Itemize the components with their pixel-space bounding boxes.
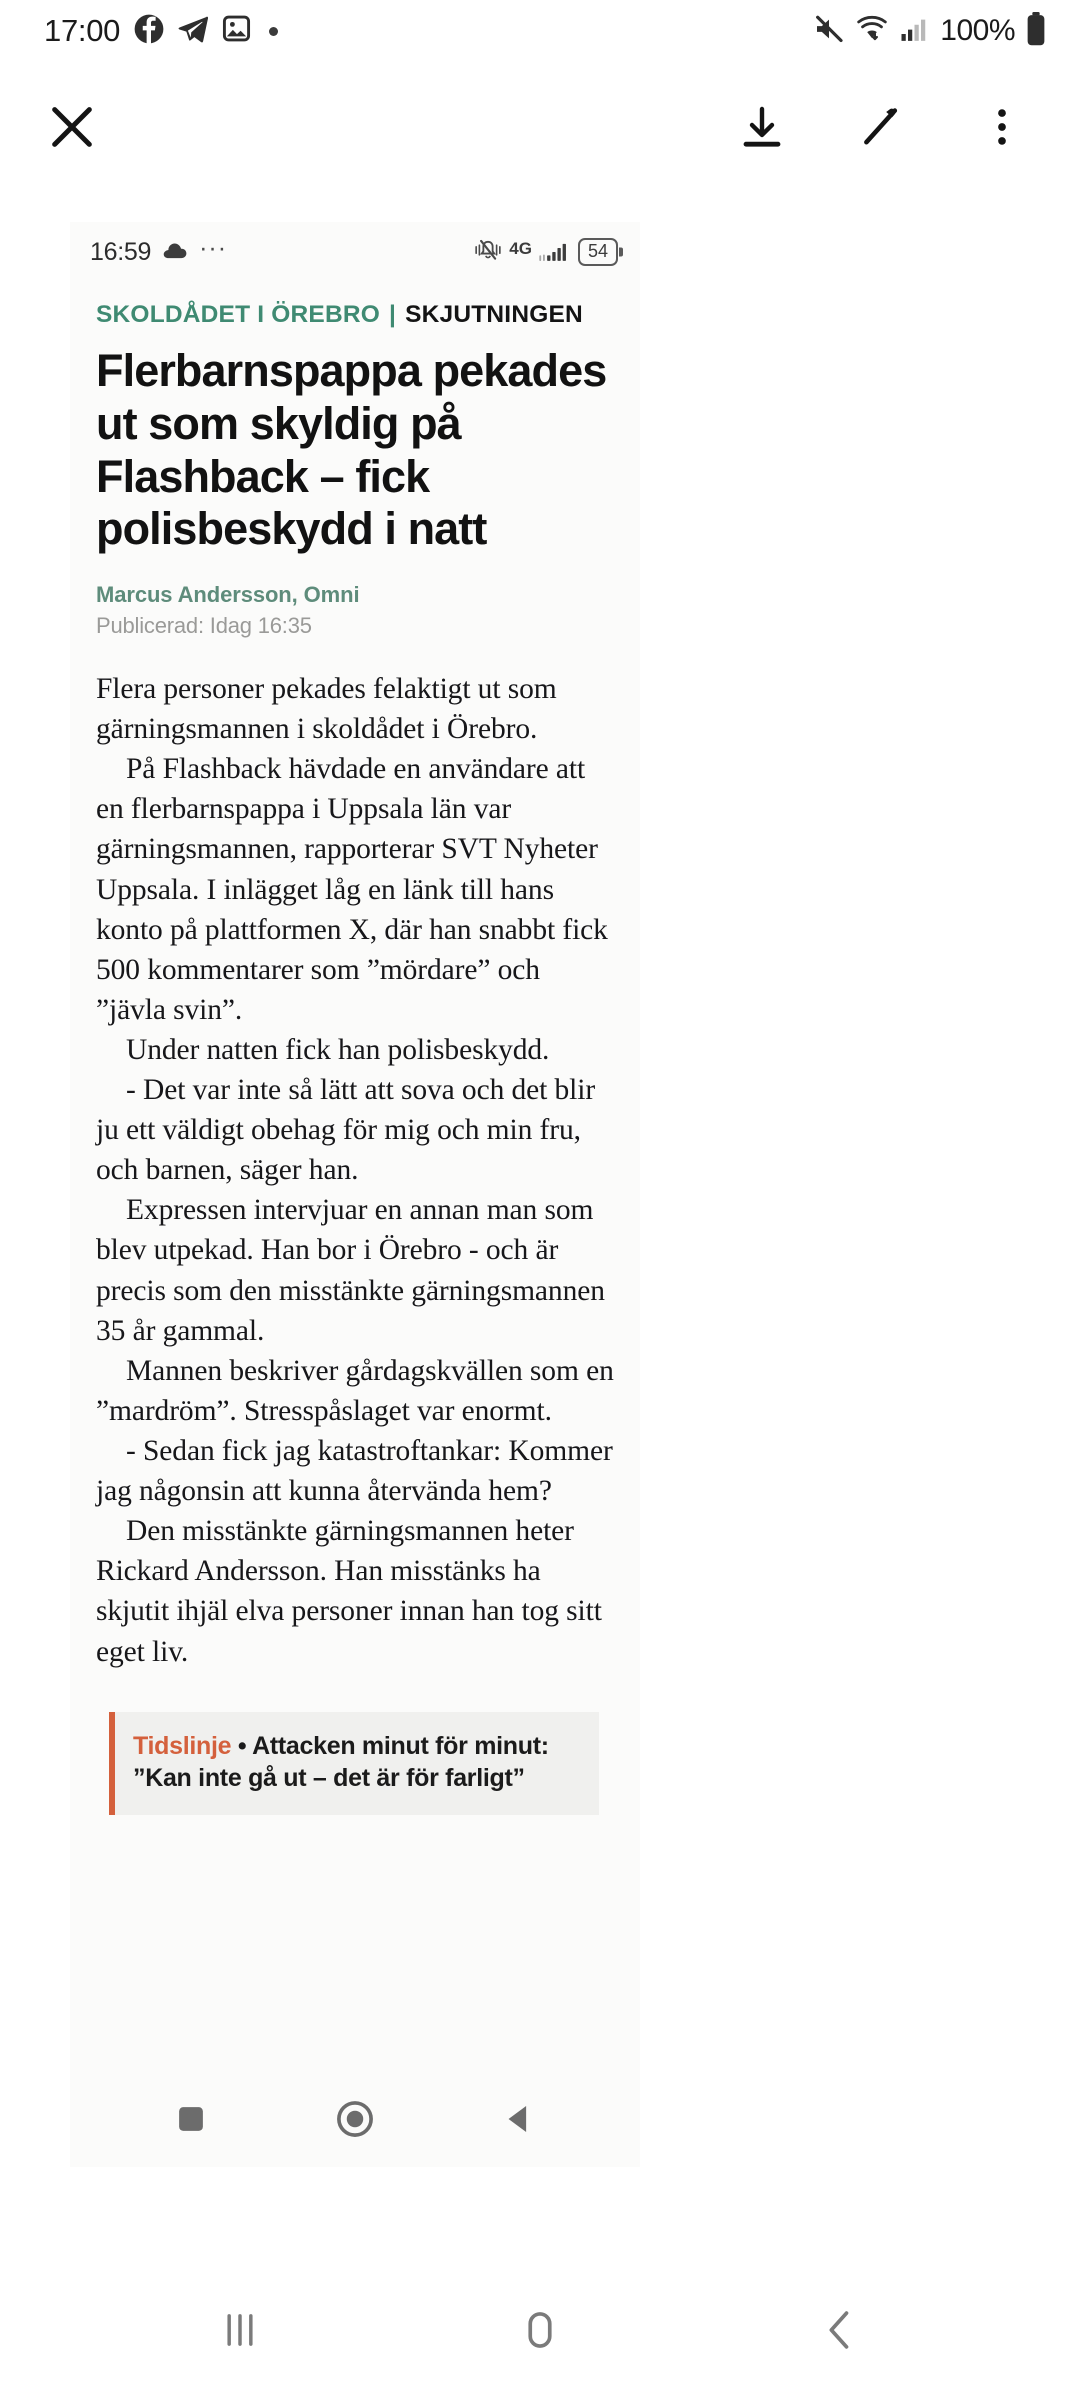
recents-bars-button[interactable] [185, 2275, 295, 2385]
back-triangle-icon [500, 2100, 538, 2143]
screenshot-status-bar [70, 222, 640, 282]
cellular-signal-icon [899, 14, 929, 49]
home-circle-icon [334, 2098, 376, 2145]
close-button[interactable] [40, 95, 104, 159]
timeline-callout-text [133, 1730, 579, 1795]
article-paragraph: Flera personer pekades felaktigt ut som gärningsmannen i skoldådet i Örebro. [96, 672, 557, 746]
article-published: Publicerad: Idag 16:35 [96, 612, 312, 638]
article-paragraph: - Sedan fick jag katastroftankar: Kommer jag någonsin att kunna återvända hem? [96, 1435, 613, 1508]
wifi-icon [856, 13, 888, 50]
article-paragraph: - Det var inte så lätt att sova och det blir ju ett väldigt obehag för mig och min fru, och barnen, säger han. [96, 1074, 596, 1187]
vibrate-off-icon [474, 238, 502, 267]
kicker-topic[interactable]: SKOLDÅDET I ÖREBRO [96, 301, 380, 328]
mute-icon [813, 13, 845, 50]
telegram-icon [178, 14, 208, 49]
screenshot-nav-bar [70, 2075, 640, 2167]
edit-pencil-button[interactable] [850, 95, 914, 159]
toolbar-actions-group [730, 95, 1034, 159]
notification-dot-icon [269, 27, 278, 36]
article-headline: Flerbarnspappa pekades ut som skyldig på Flashback – fick polisbeskydd i natt [96, 345, 607, 555]
kicker-tag[interactable]: SKJUTNINGEN [405, 301, 583, 328]
article-kicker [96, 300, 614, 329]
article-paragraph: Den misstänkte gärningsmannen heter Rickard Andersson. Han misstänks ha skjutit ihjäl elva personer innan han tog sitt eget liv. [96, 1515, 602, 1668]
timeline-title: Attacken minut för minut: ”Kan inte gå ut – det är för farligt” [133, 1731, 549, 1793]
screenshot-status-left [90, 233, 228, 268]
system-status-bar [0, 0, 1080, 62]
article-byline: Marcus Andersson, Omni [96, 581, 360, 607]
screenshot-clock: 16:59 [90, 237, 152, 266]
recents-square-icon [172, 2100, 210, 2143]
article-paragraph: Under natten fick han polisbeskydd. [126, 1033, 550, 1066]
timeline-bullet: • [237, 1731, 247, 1760]
network-type-label: 4G [509, 238, 532, 258]
status-bar-clock: 17:00 [44, 13, 121, 48]
article-body [96, 669, 614, 1672]
article-paragraph: På Flashback hävdade en användare att en flerbarnspappa i Uppsala län var gärningsmannen, rapporterar SVT Nyheter Uppsala. I inlägget låg en länk till hans konto på plattformen X, där han snabbt fick 500 kommentarer som ”mördare” och ”jävla svin”. [96, 753, 608, 1026]
battery-icon [1026, 12, 1046, 51]
battery-percent-label: 100% [940, 14, 1015, 47]
article-paragraph: Mannen beskriver gårdagskvällen som en ”mardröm”. Stresspåslaget var enormt. [96, 1354, 614, 1427]
screenshot-status-overflow: ··· [199, 233, 228, 262]
screenshot-battery-level: 54 [578, 238, 618, 266]
cloud-icon [162, 237, 188, 268]
article-container [70, 282, 640, 1815]
system-nav-bar [0, 2260, 1080, 2400]
facebook-icon [134, 14, 164, 49]
screenshot-status-right [474, 237, 618, 268]
status-bar-right-group [813, 12, 1046, 51]
back-chevron-button[interactable] [785, 2275, 895, 2385]
more-options-button[interactable] [970, 95, 1034, 159]
download-button[interactable] [730, 95, 794, 159]
status-bar-left-group [44, 13, 278, 49]
gallery-icon [222, 14, 251, 48]
timeline-callout[interactable] [109, 1712, 599, 1815]
app-toolbar [0, 62, 1080, 192]
home-pill-button[interactable] [485, 2275, 595, 2385]
article-paragraph: Expressen intervjuar en annan man som blev utpekad. Han bor i Örebro - och är precis som den misstänkte gärningsmannen 35 år gammal. [96, 1194, 605, 1347]
kicker-separator: | [389, 301, 397, 328]
screenshot-signal-icon [539, 237, 571, 268]
timeline-label: Tidslinje [133, 1731, 232, 1760]
screenshot-preview[interactable] [70, 222, 640, 2167]
